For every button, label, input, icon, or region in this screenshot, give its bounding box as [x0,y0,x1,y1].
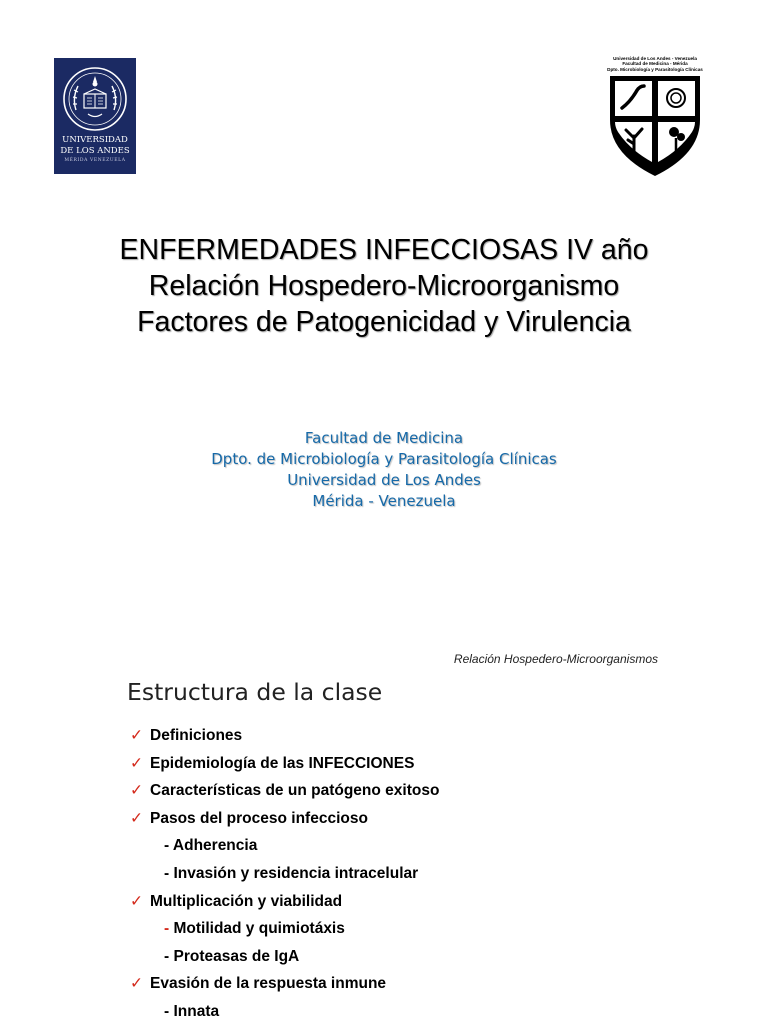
crest-caption-line: Facultad de Medicina - Mérida [622,61,688,67]
agenda-item [130,777,439,805]
agenda-item-text: Evasión de la respuesta inmune [150,975,387,993]
agenda-subitem [130,860,439,888]
running-header: Relación Hospedero-Microorganismos [453,652,658,666]
checkmark-icon: ✓ [130,809,143,827]
agenda-item [130,750,439,778]
agenda-subitem [130,915,439,943]
agenda-item-text: Pasos del proceso infeccioso [150,809,368,827]
agenda-item-text: Proteasas de IgA [173,947,300,965]
title-line: ENFERMEDADES INFECCIOSAS IV año [119,234,649,266]
agenda-item-text: Multiplicación y viabilidad [150,892,343,910]
checkmark-icon: ✓ [130,727,143,744]
agenda-item [130,888,439,916]
slide-title [0,232,768,340]
agenda-subitem [130,998,439,1026]
agenda-item [130,805,439,833]
agenda-item [130,722,439,750]
agenda-subitem [130,832,439,860]
department-crest [598,56,712,180]
institution-line: Facultad de Medicina [304,429,464,447]
agenda-item-text: Epidemiología de las INFECCIONES [150,754,415,772]
agenda-item [130,970,439,998]
crest-caption-line: Dpto. Microbiología y Parasitología Clínicas [607,66,703,72]
agenda-slide [0,630,768,1024]
institution-line: Universidad de Los Andes [287,471,481,489]
agenda-item-text: Adherencia [172,837,258,855]
agenda-list [130,722,439,1026]
university-name-line2: DE LOS ANDES [60,146,130,156]
agenda-item-text: Motilidad y quimiotáxis [173,920,345,938]
university-name-line1: UNIVERSIDAD [62,135,128,145]
checkmark-icon: ✓ [130,892,143,910]
dash-marker: - [164,837,170,855]
crest-caption-line: Universidad de Los Andes - Venezuela [613,56,697,61]
university-city: MÉRIDA VENEZUELA [64,158,126,163]
checkmark-icon: ✓ [130,975,143,993]
university-seal-icon [62,64,128,134]
title-line: Factores de Patogenicidad y Virulencia [137,306,631,338]
agenda-item-text: Definiciones [150,727,243,744]
dash-marker: - [164,920,170,938]
title-line: Relación Hospedero-Microorganismo [148,270,620,302]
dash-marker: - [164,947,170,965]
agenda-item-text: Invasión y residencia intracelular [173,864,419,882]
institution-line: Mérida - Venezuela [312,492,456,510]
crest-caption [598,56,712,72]
institution-block [0,428,768,512]
institution-line: Dpto. de Microbiología y Parasitología Clínicas [211,450,557,468]
university-logo [54,58,136,174]
checkmark-icon: ✓ [130,754,143,772]
dash-marker: - [164,864,170,882]
agenda-item-text: Innata [173,1002,220,1020]
shield-icon [608,74,702,178]
agenda-item-text: Características de un patógeno exitoso [150,782,440,800]
agenda-subitem [130,943,439,971]
dash-marker: - [164,1002,170,1020]
checkmark-icon: ✓ [130,782,143,800]
agenda-heading: Estructura de la clase [127,678,383,706]
